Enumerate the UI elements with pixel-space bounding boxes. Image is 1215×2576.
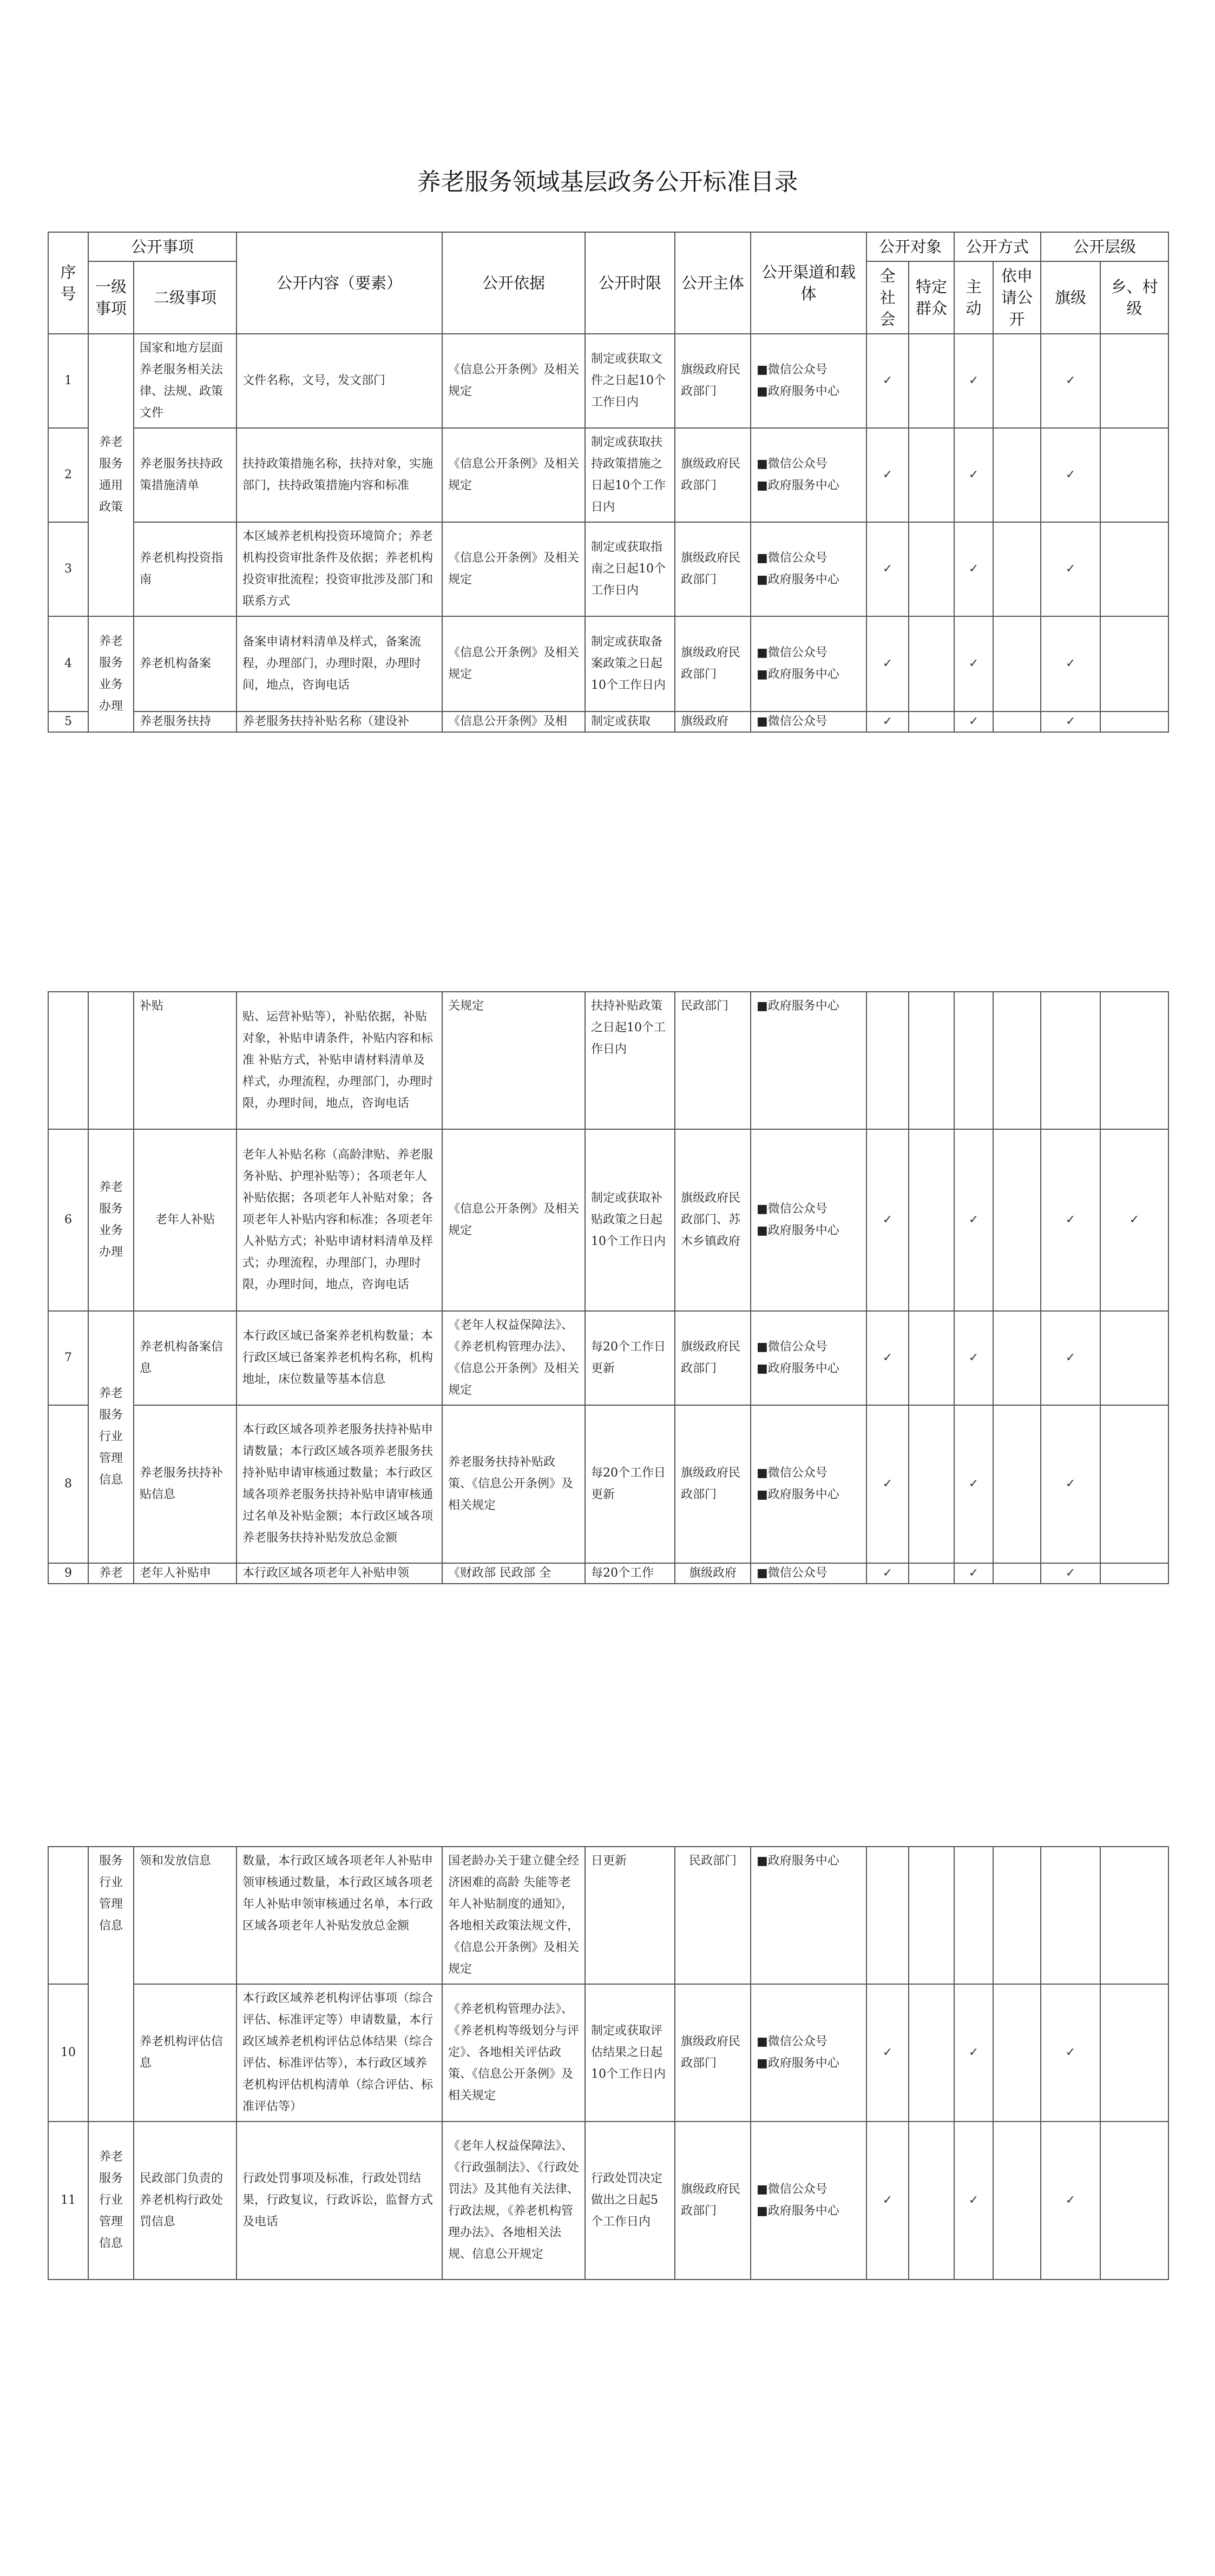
header-basis: 公开依据	[442, 232, 585, 334]
table-row	[48, 616, 1168, 711]
level1-cell: 养老服务业务办理	[88, 616, 134, 732]
content-cell: 本行政区域各项老年人补贴申领	[237, 1563, 442, 1584]
subject-cell: 旗级政府民政部门	[675, 428, 751, 522]
channel-line: ■政府服务中心	[757, 1362, 839, 1375]
header-matters: 公开事项	[88, 232, 237, 261]
check-icon: ✓	[866, 1563, 909, 1584]
subject-cell: 旗级政府民政部门、苏木乡镇政府	[675, 1129, 751, 1311]
channel-cell: ■微信公众号	[751, 1563, 866, 1584]
basis-cell: 《老年人权益保障法》、《养老机构管理办法》、《信息公开条例》及相关规定	[442, 1311, 585, 1405]
check-icon: ✓	[866, 522, 909, 616]
table-row	[48, 334, 1168, 428]
catalog-table-page-1	[48, 232, 1169, 733]
content-cell: 贴、运营补贴等），补贴依据，补贴对象，补贴申请条件，补贴内容和标准 补贴方式，补贴申请材料清单及样式，办理流程，办理部门，办理时限，办理时间，地点，咨询电话	[237, 992, 442, 1129]
basis-cell: 《信息公开条例》及相关规定	[442, 522, 585, 616]
subject-cell: 民政部门	[675, 1847, 751, 1984]
channel-cell: ■政府服务中心	[751, 1847, 866, 1984]
subject-cell: 旗级政府民政部门	[675, 2122, 751, 2279]
channel-line: ■政府服务中心	[757, 1488, 839, 1501]
header-township: 乡、村级	[1100, 261, 1168, 334]
channel-line: ■微信公众号	[757, 1466, 827, 1480]
basis-cell: 养老服务扶持补贴政策、《信息公开条例》及相关规定	[442, 1405, 585, 1563]
header-no: 序号	[48, 232, 88, 334]
table-row	[48, 428, 1168, 522]
row-no: 2	[48, 428, 88, 522]
check-icon: ✓	[954, 1129, 993, 1311]
channel-line: ■微信公众号	[757, 457, 827, 471]
channel-line: ■政府服务中心	[757, 2057, 839, 2070]
channel-line: ■微信公众号	[757, 2035, 827, 2048]
level1-cell: 养老服务业务办理	[88, 1129, 134, 1311]
channel-line: ■政府服务中心	[757, 479, 839, 492]
content-cell: 行政处罚事项及标准，行政处罚结果，行政复议，行政诉讼，监督方式及电话	[237, 2122, 442, 2279]
page-title: 养老服务领域基层政务公开标准目录	[417, 168, 798, 196]
row-no: 3	[48, 522, 88, 616]
channel-line: ■政府服务中心	[757, 668, 839, 681]
check-icon: ✓	[1041, 1984, 1100, 2122]
table-row	[48, 1847, 1168, 1984]
level2-cell: 养老服务扶持政策措施清单	[134, 428, 237, 522]
check-icon: ✓	[954, 1311, 993, 1405]
channel-line: ■微信公众号	[757, 2183, 827, 2196]
level2-cell: 老年人补贴	[134, 1129, 237, 1311]
channel-line: ■微信公众号	[757, 646, 827, 660]
channel-line: ■微信公众号	[757, 363, 827, 377]
table-row	[48, 1984, 1168, 2122]
catalog-table-page-3	[48, 1846, 1169, 2280]
content-cell: 本行政区域已备案养老机构数量；本行政区域已备案养老机构名称，机构地址，床位数量等基本信息	[237, 1311, 442, 1405]
header-channel: 公开渠道和载体	[751, 232, 866, 334]
basis-cell: 关规定	[442, 992, 585, 1129]
period-cell: 制定或获取评估结果之日起10个工作日内	[585, 1984, 675, 2122]
table-row	[48, 1563, 1168, 1584]
channel-cell: ■微信公众号	[751, 711, 866, 732]
table-row	[48, 1405, 1168, 1563]
header-active: 主动	[954, 261, 993, 334]
header-period: 公开时限	[585, 232, 675, 334]
period-cell: 每20个工作日更新	[585, 1405, 675, 1563]
row-no	[48, 992, 88, 1129]
header-all-society: 全社会	[866, 261, 909, 334]
row-no: 11	[48, 2122, 88, 2279]
basis-cell: 《信息公开条例》及相关规定	[442, 428, 585, 522]
row-no: 5	[48, 711, 88, 732]
header-content: 公开内容（要素）	[237, 232, 442, 334]
content-cell: 数量，本行政区域各项老年人补贴申领审核通过数量，本行政区域各项老年人补贴申领审核通过名单，本行政区域各项老年人补贴发放总金额	[237, 1847, 442, 1984]
channel-cell	[751, 1405, 866, 1563]
check-icon: ✓	[866, 1405, 909, 1563]
level1-cell: 养老服务行业管理信息	[88, 2122, 134, 2279]
check-icon: ✓	[1041, 1405, 1100, 1563]
basis-cell: 《老年人权益保障法》、《行政强制法》、《行政处罚法》及其他有关法律、行政法规，《养老机构管理办法》、各地相关法规、信息公开规定	[442, 2122, 585, 2279]
period-cell: 日更新	[585, 1847, 675, 1984]
row-no: 9	[48, 1563, 88, 1584]
check-icon: ✓	[954, 711, 993, 732]
header-level1: 一级事项	[88, 261, 134, 334]
period-cell: 制定或获取备案政策之日起10个工作日内	[585, 616, 675, 711]
content-cell: 本行政区域各项养老服务扶持补贴申请数量；本行政区域各项养老服务扶持补贴申请审核通过数量；本行政区域各项养老服务扶持补贴申请审核通过名单及补贴金额；本行政区域各项养老服务扶持补贴发放总金额	[237, 1405, 442, 1563]
level2-cell: 补贴	[134, 992, 237, 1129]
check-icon: ✓	[1041, 522, 1100, 616]
check-icon: ✓	[954, 2122, 993, 2279]
row-no: 8	[48, 1405, 88, 1563]
check-icon: ✓	[954, 522, 993, 616]
header-subject: 公开主体	[675, 232, 751, 334]
subject-cell: 旗级政府	[675, 1563, 751, 1584]
header-on-request: 依申请公开	[993, 261, 1041, 334]
channel-cell: ■政府服务中心	[751, 992, 866, 1129]
period-cell: 制定或获取补贴政策之日起10个工作日内	[585, 1129, 675, 1311]
channel-cell	[751, 2122, 866, 2279]
level2-cell: 养老机构评估信息	[134, 1984, 237, 2122]
level2-cell: 养老服务扶持补贴信息	[134, 1405, 237, 1563]
channel-cell	[751, 334, 866, 428]
channel-line: ■政府服务中心	[757, 385, 839, 398]
subject-cell: 旗级政府民政部门	[675, 1984, 751, 2122]
check-icon: ✓	[1041, 616, 1100, 711]
content-cell: 老年人补贴名称（高龄津贴、养老服务补贴、护理补贴等）；各项老年人补贴依据；各项老年人补贴对象；各项老年人补贴内容和标准；各项老年人补贴方式；补贴申请材料清单及样式；办理流程，办理部门，办理时限，办理时间，地点，咨询电话	[237, 1129, 442, 1311]
level2-cell: 养老机构备案信息	[134, 1311, 237, 1405]
period-cell: 制定或获取扶持政策措施之日起10个工作日内	[585, 428, 675, 522]
check-icon: ✓	[866, 428, 909, 522]
row-no: 10	[48, 1984, 88, 2122]
table-row	[48, 522, 1168, 616]
period-cell: 每20个工作	[585, 1563, 675, 1584]
row-no	[48, 1847, 88, 1984]
check-icon: ✓	[954, 1984, 993, 2122]
check-icon: ✓	[1041, 334, 1100, 428]
table-row	[48, 711, 1168, 732]
check-icon: ✓	[1100, 1129, 1168, 1311]
header-specific: 特定群众	[909, 261, 954, 334]
header-method: 公开方式	[954, 232, 1041, 261]
content-cell: 文件名称，文号，发文部门	[237, 334, 442, 428]
header-banner: 旗级	[1041, 261, 1100, 334]
subject-cell: 旗级政府	[675, 711, 751, 732]
period-cell: 制定或获取	[585, 711, 675, 732]
subject-cell: 旗级政府民政部门	[675, 522, 751, 616]
subject-cell: 旗级政府民政部门	[675, 334, 751, 428]
channel-cell	[751, 1984, 866, 2122]
subject-cell: 民政部门	[675, 992, 751, 1129]
content-cell: 养老服务扶持补贴名称（建设补	[237, 711, 442, 732]
level2-cell: 国家和地方层面养老服务相关法律、法规、政策文件	[134, 334, 237, 428]
level2-cell: 养老机构投资指南	[134, 522, 237, 616]
period-cell: 每20个工作日更新	[585, 1311, 675, 1405]
channel-line: ■微信公众号	[757, 1340, 827, 1354]
channel-cell	[751, 428, 866, 522]
basis-cell: 《信息公开条例》及相关规定	[442, 334, 585, 428]
check-icon: ✓	[1041, 1129, 1100, 1311]
subject-cell: 旗级政府民政部门	[675, 1405, 751, 1563]
level2-cell: 领和发放信息	[134, 1847, 237, 1984]
row-no: 6	[48, 1129, 88, 1311]
channel-cell	[751, 616, 866, 711]
check-icon: ✓	[1041, 2122, 1100, 2279]
channel-cell	[751, 522, 866, 616]
level2-cell: 养老服务扶持	[134, 711, 237, 732]
basis-cell: 《信息公开条例》及相关规定	[442, 1129, 585, 1311]
table-row	[48, 1129, 1168, 1311]
basis-cell: 国老龄办关于建立健全经济困难的高龄 失能等老年人补贴制度的通知》，各地相关政策法规文件，《信息公开条例》及相关规定	[442, 1847, 585, 1984]
table-row	[48, 2122, 1168, 2279]
table-row	[48, 1311, 1168, 1405]
basis-cell: 《信息公开条例》及相	[442, 711, 585, 732]
level1-cell: 养老服务通用政策	[88, 334, 134, 616]
level1-cell: 养老服务行业管理信息	[88, 1311, 134, 1563]
check-icon: ✓	[954, 428, 993, 522]
period-cell: 扶持补贴政策之日起10个工作日内	[585, 992, 675, 1129]
channel-line: ■微信公众号	[757, 1202, 827, 1216]
content-cell: 本行政区域养老机构评估事项（综合评估、标准评定等）申请数量，本行政区域养老机构评估总体结果（综合评估、标准评估等），本行政区域养老机构评估机构清单（综合评估、标准评估等）	[237, 1984, 442, 2122]
channel-cell	[751, 1129, 866, 1311]
channel-line: ■微信公众号	[757, 551, 827, 565]
check-icon: ✓	[1041, 428, 1100, 522]
row-no: 4	[48, 616, 88, 711]
header-layer: 公开层级	[1041, 232, 1168, 261]
content-cell: 备案申请材料清单及样式，备案流程，办理部门，办理时限，办理时间，地点，咨询电话	[237, 616, 442, 711]
check-icon: ✓	[1041, 1563, 1100, 1584]
check-icon: ✓	[954, 1405, 993, 1563]
subject-cell: 旗级政府民政部门	[675, 616, 751, 711]
period-cell: 行政处罚决定做出之日起5个工作日内	[585, 2122, 675, 2279]
header-target: 公开对象	[866, 232, 954, 261]
check-icon: ✓	[1041, 711, 1100, 732]
level2-cell: 养老机构备案	[134, 616, 237, 711]
header-level2: 二级事项	[134, 261, 237, 334]
channel-line: ■政府服务中心	[757, 1224, 839, 1237]
catalog-table-page-2	[48, 991, 1169, 1584]
check-icon: ✓	[866, 1311, 909, 1405]
basis-cell: 《财政部 民政部 全	[442, 1563, 585, 1584]
level2-cell: 民政部门负责的养老机构行政处罚信息	[134, 2122, 237, 2279]
check-icon: ✓	[954, 616, 993, 711]
check-icon: ✓	[866, 334, 909, 428]
check-icon: ✓	[954, 1563, 993, 1584]
check-icon: ✓	[866, 1984, 909, 2122]
content-cell: 扶持政策措施名称，扶持对象，实施部门，扶持政策措施内容和标准	[237, 428, 442, 522]
channel-line: ■政府服务中心	[757, 2204, 839, 2218]
check-icon: ✓	[866, 616, 909, 711]
check-icon: ✓	[866, 1129, 909, 1311]
table-row	[48, 992, 1168, 1129]
check-icon: ✓	[866, 711, 909, 732]
level1-cell: 服务行业管理信息	[88, 1847, 134, 2122]
subject-cell: 旗级政府民政部门	[675, 1311, 751, 1405]
basis-cell: 《信息公开条例》及相关规定	[442, 616, 585, 711]
check-icon: ✓	[1041, 1311, 1100, 1405]
row-no: 1	[48, 334, 88, 428]
period-cell: 制定或获取文件之日起10个工作日内	[585, 334, 675, 428]
row-no: 7	[48, 1311, 88, 1405]
check-icon: ✓	[866, 2122, 909, 2279]
level1-cell: 养老	[88, 1563, 134, 1584]
channel-cell	[751, 1311, 866, 1405]
basis-cell: 《养老机构管理办法》、《养老机构等级划分与评定》、各地相关评估政策、《信息公开条例》及相关规定	[442, 1984, 585, 2122]
level2-cell: 老年人补贴申	[134, 1563, 237, 1584]
channel-line: ■政府服务中心	[757, 573, 839, 587]
period-cell: 制定或获取指南之日起10个工作日内	[585, 522, 675, 616]
content-cell: 本区域养老机构投资环境简介；养老机构投资审批条件及依据；养老机构投资审批流程；投资审批涉及部门和联系方式	[237, 522, 442, 616]
check-icon: ✓	[954, 334, 993, 428]
